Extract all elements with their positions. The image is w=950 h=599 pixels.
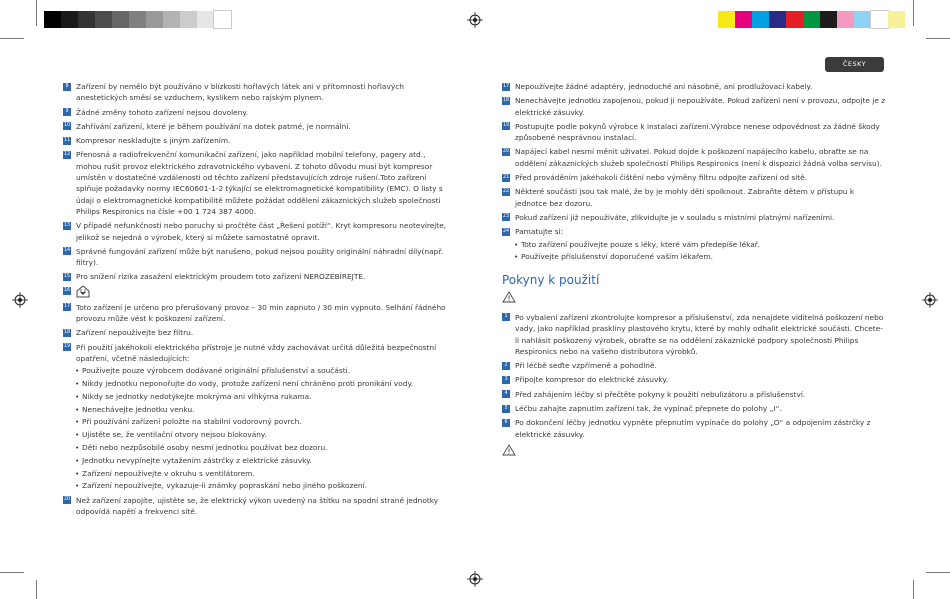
gray-swatch: [146, 11, 163, 28]
list-item: 14 Správné fungování zařízení může být narušeno, pokud nejsou použity originální náhradní díly(např. filtry).: [63, 246, 444, 268]
crop-mark: [926, 38, 950, 39]
bullet-item: • Ujistěte se, že ventilační otvory nejsou blokovány.: [63, 429, 448, 440]
crop-mark: [0, 572, 24, 573]
list-item: 17 Toto zařízení je určeno pro přerušovaný provoz – 30 min zapnuto / 30 min vypnuto. Selhání řádného provozu může vést k poškození zařízení.: [63, 302, 446, 324]
language-badge: ČESKY: [825, 57, 884, 72]
color-swatch: [769, 11, 786, 28]
color-swatch: [752, 11, 769, 28]
crop-mark: [913, 580, 914, 599]
crop-mark: [913, 0, 914, 26]
gray-swatch: [180, 11, 197, 28]
list-item: 20 Než zařízení zapojíte, ujistěte se, že elektrický výkon uvedený na štítku na spodní straně jednotky odpovídá napětí a frekvenci sítě.: [63, 495, 439, 516]
list-item: 15 Pro snížení rizika zasažení elektrickým proudem toto zařízení NEROZEBÍREJTE.: [63, 272, 366, 282]
bullet-item: • Při používání zařízení položte na stabilní vodorovný povrch.: [63, 416, 448, 427]
list-item: 8 Zařízení by nemělo být používáno v blízkosti hořlavých látek ani v přítomnosti hořlavých anestetických směsí se vzduchem, kyslíkem nebo rajským plynem.: [63, 81, 448, 104]
bullet-item: • Děti nebo nezpůsobilé osoby nesmí jednotku používat bez dozoru.: [63, 442, 448, 453]
unplug-symbol-icon: [76, 285, 90, 301]
crop-mark: [36, 0, 37, 26]
list-item: 22 Některé součásti jsou tak malé, že by je mohly děti spolknout. Zabraňte dětem v přístupu k jednotce bez dozoru.: [502, 187, 855, 208]
gray-swatch: [129, 11, 146, 28]
color-calibration-bar: [718, 11, 905, 28]
registration-mark-left: [12, 292, 28, 308]
step-item: 2 Při léčbě seďte vzpřímeně a pohodlně.: [502, 360, 887, 371]
list-item: 9 Žádné změny tohoto zařízení nejsou dovoleny.: [63, 107, 448, 118]
warning-icon: [502, 444, 887, 459]
list-item: 19 Při použití jakéhokoli elektrického přístroje je nutné vždy zachovávat určitá důležitá bezpečnostní opatření, včetně následujících:: [63, 342, 437, 363]
list-item: 10 Zahřívání zařízení, které je během používání na dotek patrné, je normální.: [63, 121, 351, 131]
list-item: 21 Před prováděním jakéhokoli čištění nebo výměny filtru odpojte zařízení od sítě.: [502, 173, 808, 183]
crop-mark: [0, 38, 24, 39]
step-item: 1 Po vybalení zařízení zkontrolujte kompresor a příslušenství, zda nenajdete viditelná poškození nebo vady, jako například praskliny plastového krytu, které by mohly odhalit elektrické součásti. Chcete-li nahlásit poškozený výrobek, obraťte se na oddělení zákaznické podpory společnosti Philips Respironics nebo na vašeho distributora výrobků.: [502, 312, 887, 357]
gray-swatch: [112, 11, 129, 28]
left-column: [63, 81, 448, 520]
list-item: 19 Postupujte podle pokynů výrobce k instalaci zařízení.Výrobce nenese odpovědnost za žádné škody způsobené nesprávnou instalací.: [502, 121, 880, 143]
bullet-item: • Používejte příslušenství doporučené vaším lékařem.: [502, 251, 887, 262]
right-column: [502, 81, 887, 465]
step-item: 3 Připojte kompresor do elektrické zásuvky.: [502, 374, 887, 385]
bullet-item: • Používejte pouze výrobcem dodávané originální příslušenství a součásti.: [63, 365, 448, 376]
section-heading: Pokyny k použití: [502, 272, 600, 287]
gray-swatch: [163, 11, 180, 28]
list-item: 17 Nepoužívejte žádné adaptéry, jednoduché ani násobné, ani prodlužovací kabely.: [502, 82, 813, 91]
gray-swatch: [78, 11, 95, 28]
list-item: 20 Napájecí kabel nesmí měnit uživatel. Pokud dojde k poškození napájecího kabelu, obraťte se na oddělení zákaznických služeb společnosti Philips Respironics (není k dispozici žádná volba servisu).: [502, 147, 882, 168]
color-swatch: [718, 11, 735, 28]
list-item: 23 Pokud zařízení již nepoužíváte, zlikvidujte je v souladu s místními platnými nařízeními.: [502, 212, 835, 222]
gray-swatch: [44, 11, 61, 28]
list-item: 18 Nenechávejte jednotku zapojenou, pokud ji nepoužíváte. Pokud zařízení není v provozu, odpojte je z elektrické zásuvky.: [502, 96, 886, 117]
registration-mark-top: [467, 12, 483, 28]
bullet-item: • Zařízení nepoužívejte v okruhu s ventilátorem.: [63, 468, 448, 479]
list-item: 18 Zařízení nepoužívejte bez filtru.: [63, 328, 194, 338]
list-item: 16: [63, 286, 448, 299]
list-item: 13 V případě nefunkčnosti nebo poruchy si pročtěte část „Řešení potíží“. Kryt kompresoru neotevírejte, jelikož se nejedná o výrobek, který si můžete samostatně opravit.: [63, 221, 447, 242]
registration-mark-right: [922, 292, 938, 308]
list-item: 11 Kompresor neskladujte s jiným zařízením.: [63, 136, 231, 146]
step-item: 5 Léčbu zahajte zapnutím zařízení tak, že vypínač přepnete do polohy „I“.: [502, 403, 887, 414]
bullet-item: • Nikdy jednotku neponořujte do vody, protože zařízení není chráněno proti pronikání vody.: [63, 378, 448, 389]
crop-mark: [36, 580, 37, 599]
gray-swatch: [197, 11, 214, 28]
warning-icon: [502, 291, 887, 306]
crop-mark: [926, 572, 950, 573]
color-swatch: [854, 11, 871, 28]
bullet-item: • Nenechávejte jednotku venku.: [63, 404, 448, 415]
gray-swatch: [61, 11, 78, 28]
bullet-item: • Nikdy se jednotky nedotýkejte mokrýma ani vlhkýma rukama.: [63, 391, 448, 402]
bullet-item: • Toto zařízení používejte pouze s léky, které vám předepíše lékař.: [502, 239, 887, 250]
gray-swatch: [214, 11, 231, 28]
color-swatch: [803, 11, 820, 28]
color-swatch: [871, 11, 888, 28]
color-swatch: [786, 11, 803, 28]
step-item: 4 Před zahájením léčby si přečtěte pokyny k použití nebulizátoru a příslušenství.: [502, 389, 887, 400]
color-swatch: [837, 11, 854, 28]
registration-mark-bottom: [467, 571, 483, 587]
color-swatch: [888, 11, 905, 28]
bullet-item: • Zařízení nepoužívejte, vykazuje-li známky popraskání nebo jiného poškození.: [63, 480, 448, 491]
list-item: 12 Přenosná a radiofrekvenční komunikační zařízení, jako například mobilní telefony, pagery atd., mohou rušit provoz elektrického zdravotnického vybavení. Z tohoto důvodu musí být kompresor umístěn v dostatečné vzdálenosti od těchto zařízení představujících zdroje rušení.Toto zařízení splňuje požadavky normy IEC60601-1-2 týkající se elektromagnetické kompatibility (EMC). O listy s údaji o elektromagnetické kompatibilitě můžete požádat oddělení zákaznických služeb společnosti Philips Respironics na čísle +00 1 724 387 4000.: [63, 150, 443, 216]
gray-swatch: [95, 11, 112, 28]
step-item: 6 Po dokončení léčby jednotku vypněte přepnutím vypínače do polohy „O“ a odpojením zástrčky z elektrické zásuvky.: [502, 417, 887, 440]
list-item: 24 Pamatujte si:: [502, 227, 564, 237]
color-swatch: [820, 11, 837, 28]
color-swatch: [735, 11, 752, 28]
grayscale-calibration-bar: [44, 11, 231, 28]
bullet-item: • Jednotku nevypínejte vytažením zástrčky z elektrické zásuvky.: [63, 455, 448, 466]
